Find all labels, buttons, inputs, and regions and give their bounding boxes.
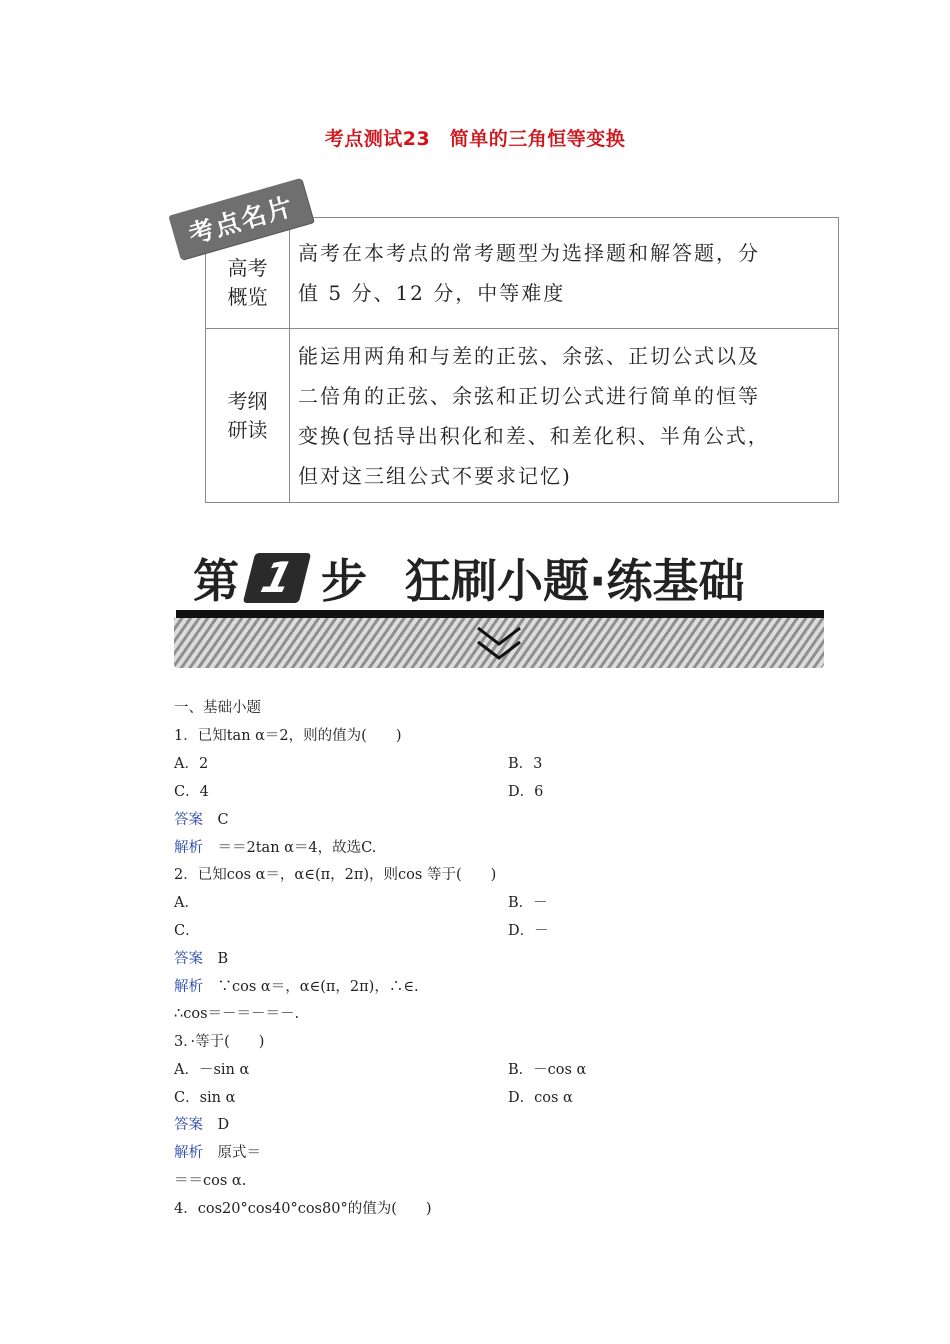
question-3: 3．·等于( ): [174, 1034, 265, 1050]
question-2: 2．已知cos α＝，α∈(π，2π)，则cos 等于( ): [174, 867, 497, 883]
q1-option-a: A．2: [174, 756, 209, 772]
q2-option-a: A．: [174, 895, 199, 911]
row-label-line: 研读: [227, 417, 268, 442]
question-1: 1．已知tan α＝2，则的值为( ): [174, 728, 402, 744]
q2-option-c: C．: [174, 923, 200, 939]
answer-label: 答案: [174, 951, 203, 967]
answer-label: 答案: [174, 1117, 203, 1133]
solution-label: 解析: [174, 840, 203, 856]
page-title: 考点测试23 简单的三角恒等变换: [324, 128, 626, 150]
solution-text: ＝＝2tan α＝4，故选C.: [217, 840, 377, 856]
q1-answer: [174, 808, 229, 829]
solution-text: 原式＝: [217, 1145, 261, 1161]
banner-prefix: 第: [193, 554, 239, 608]
double-chevron-down-icon: [474, 622, 524, 666]
banner-suffix: 步: [321, 554, 367, 608]
q1-option-d: D．6: [508, 784, 544, 800]
q2-solution: [174, 975, 419, 996]
step-number-badge: 1: [243, 553, 311, 603]
q1-option-c: C．4: [174, 784, 209, 800]
row-text-line: 值 5 分、12 分，中等难度: [298, 281, 566, 305]
answer-value: C: [217, 812, 229, 828]
solution-label: 解析: [174, 979, 203, 995]
banner-divider: [176, 610, 824, 618]
row-label-line: 高考: [227, 256, 268, 280]
q3-option-c: C．sin α: [174, 1090, 236, 1106]
row-label-line: 概览: [227, 285, 268, 309]
q3-answer: [174, 1113, 229, 1134]
q3-solution: [174, 1141, 261, 1162]
answer-label: 答案: [174, 812, 203, 828]
row-text-line: 但对这三组公式不要求记忆): [298, 463, 572, 488]
answer-value: D: [217, 1117, 230, 1133]
row-text-line: 变换(包括导出积化和差、和差化积、半角公式，: [298, 423, 770, 448]
question-4: 4．cos20°cos40°cos80°的值为( ): [174, 1201, 432, 1217]
banner-subtitle: 狂刷小题·练基础: [405, 554, 745, 608]
q1-option-b: B．3: [508, 756, 543, 772]
q3-option-a: A．－sin α: [174, 1062, 250, 1078]
q2-answer: [174, 947, 228, 968]
card-row-overview: [206, 218, 838, 329]
q1-solution: [174, 836, 376, 857]
q2-option-b: B．－: [508, 895, 548, 911]
row-label-line: 考纲: [227, 388, 268, 413]
row-text: [298, 218, 832, 328]
q2-solution-cont: ∴cos＝－＝－＝－.: [174, 1006, 300, 1022]
row-text: [298, 329, 832, 502]
q3-option-b: B．－cos α: [508, 1062, 587, 1078]
solution-label: 解析: [174, 1145, 203, 1161]
step-banner: [193, 548, 744, 608]
q2-option-d: D．－: [508, 923, 549, 939]
row-label: [206, 329, 290, 502]
row-text-line: 能运用两角和与差的正弦、余弦、正切公式以及: [298, 343, 760, 368]
row-text-line: 二倍角的正弦、余弦和正切公式进行简单的恒等: [298, 383, 760, 408]
answer-value: B: [217, 951, 229, 967]
card-row-syllabus: [206, 329, 838, 502]
stamp-label: 考点名片: [168, 178, 313, 260]
q3-solution-cont: ＝＝cos α.: [174, 1173, 247, 1189]
exam-info-card: [205, 217, 839, 503]
row-text-line: 高考在本考点的常考题型为选择题和解答题，分: [298, 241, 760, 265]
q3-option-d: D．cos α: [508, 1090, 573, 1106]
section-heading: 一、基础小题: [174, 700, 261, 716]
solution-text: ∵cos α＝，α∈(π，2π)，∴∈.: [217, 979, 419, 995]
